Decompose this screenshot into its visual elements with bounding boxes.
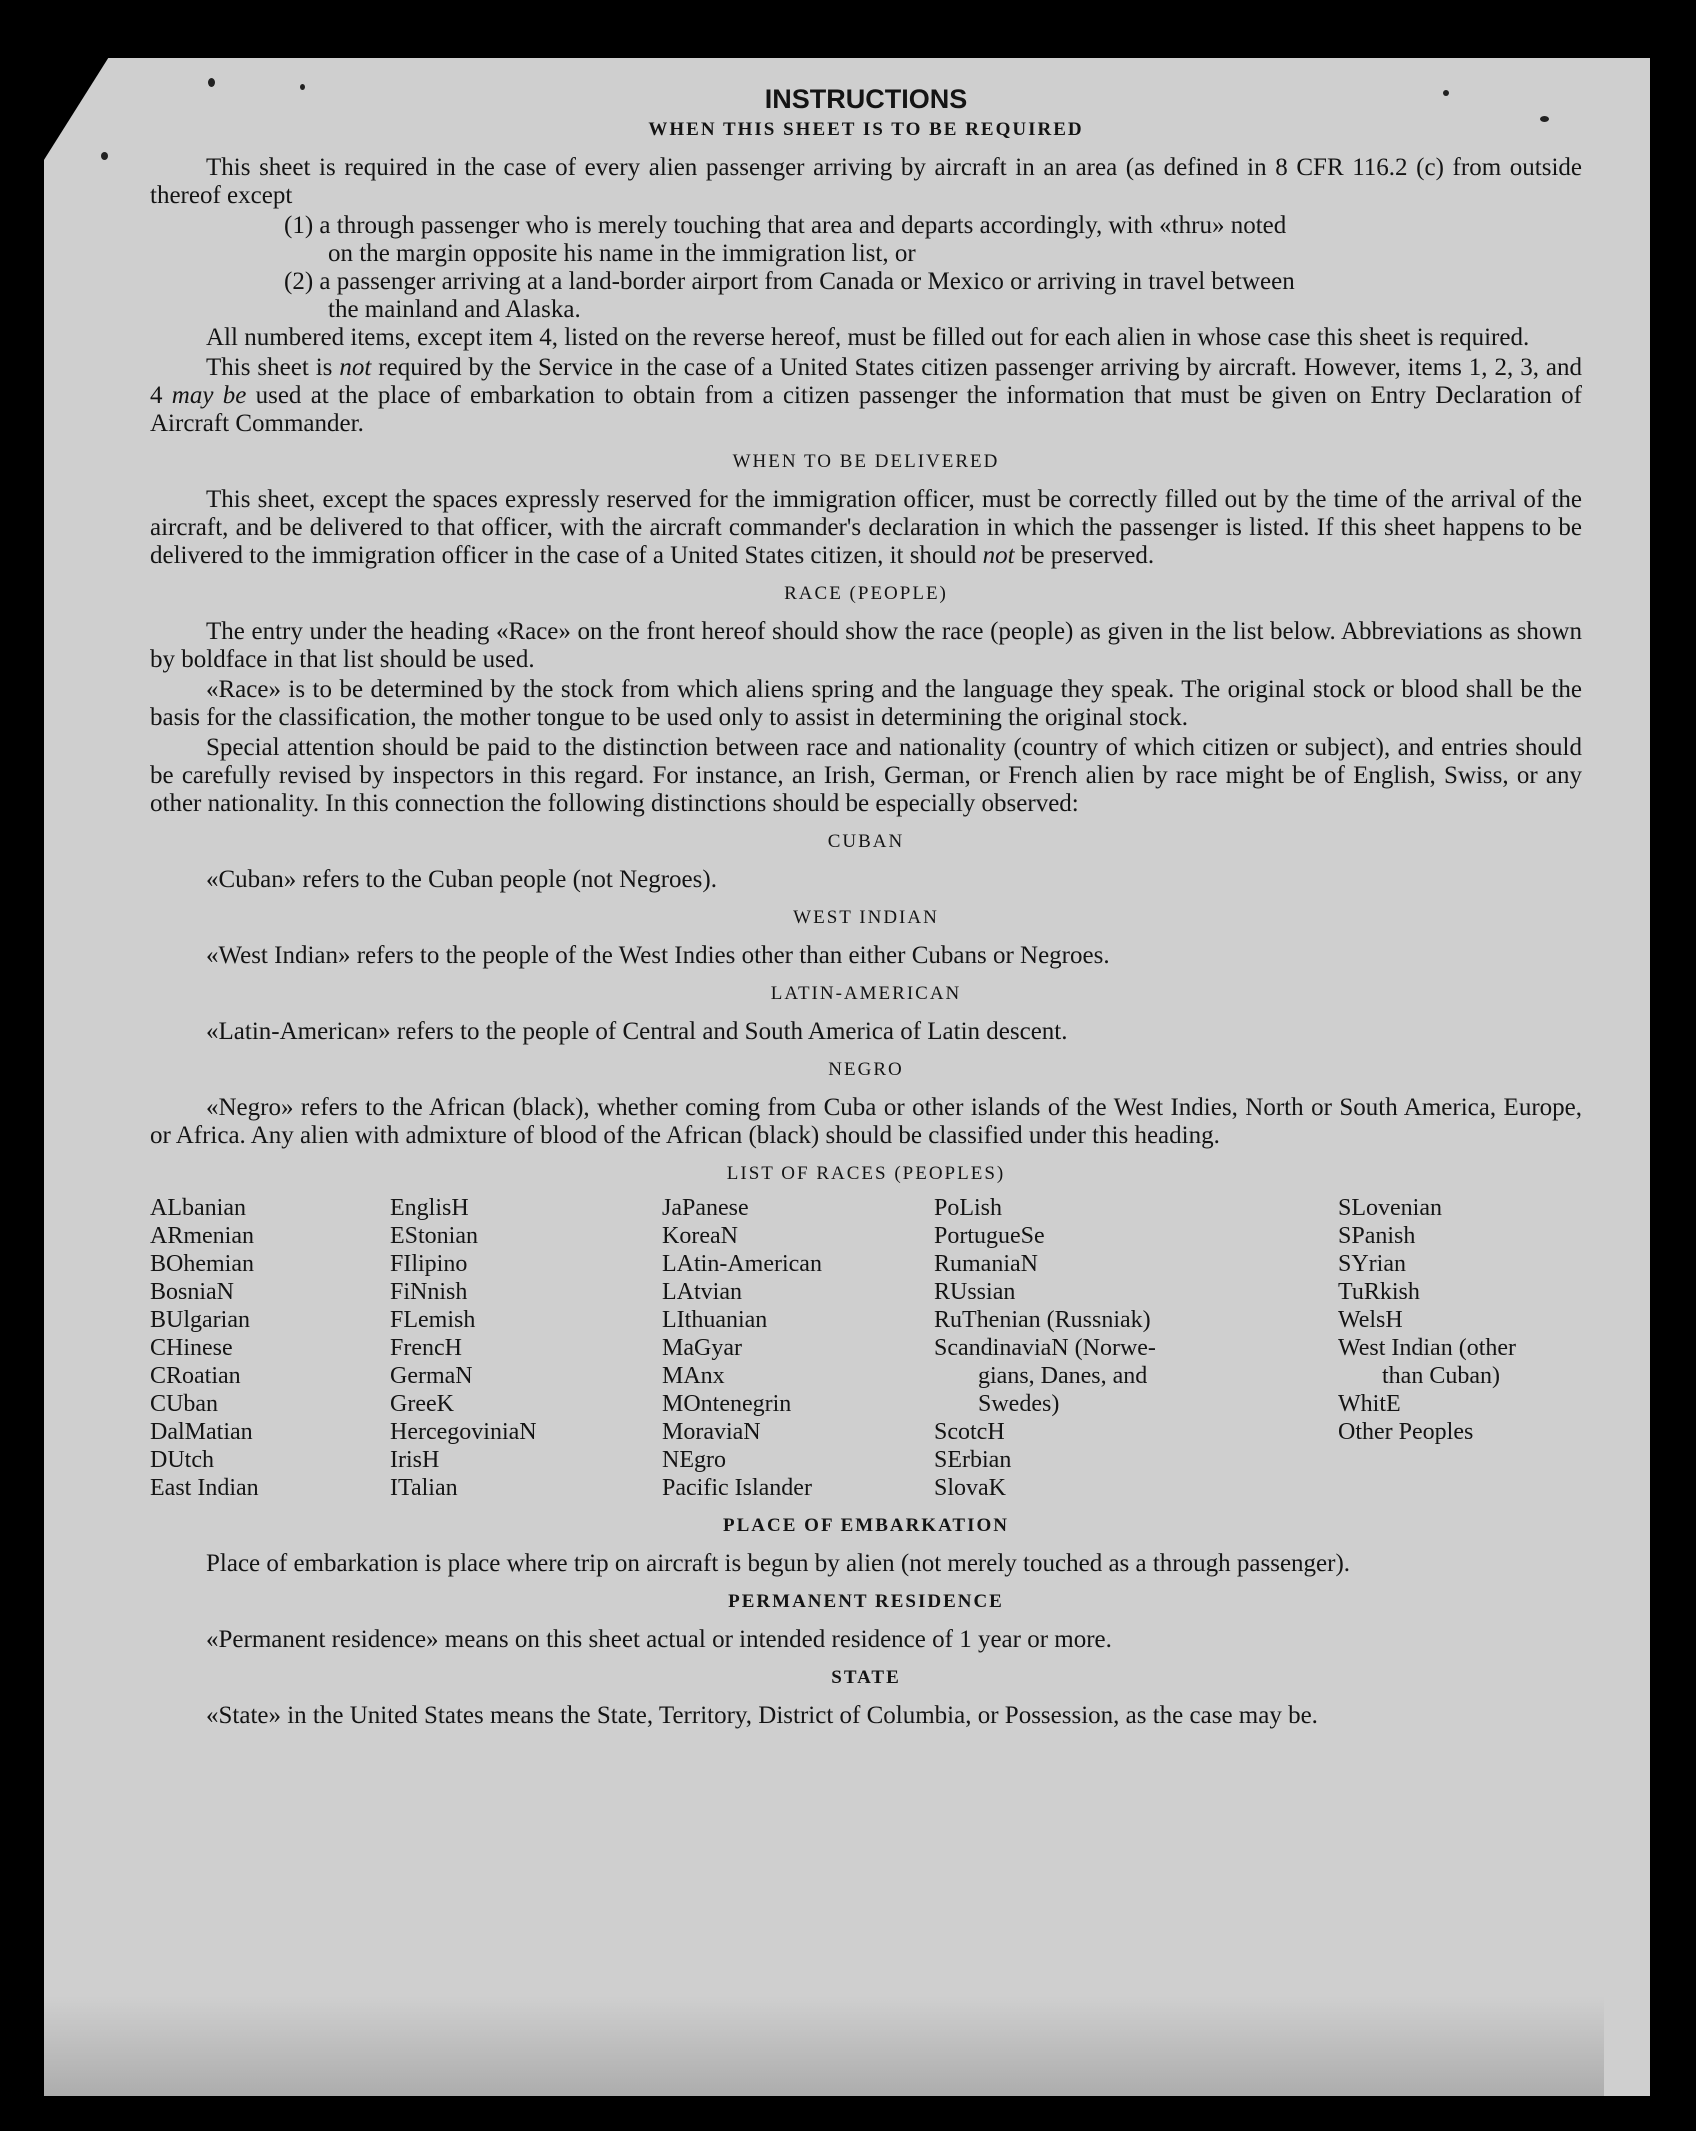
section-heading-cuban: CUBAN — [827, 831, 905, 852]
instructions-content — [150, 82, 1582, 1732]
races-column-1 — [150, 1194, 390, 1502]
race-item: SPanish — [1338, 1223, 1416, 1249]
race-item: KoreaN — [662, 1223, 738, 1249]
section-heading-negro: NEGRO — [828, 1059, 904, 1080]
race-item: FIlipino — [390, 1251, 468, 1277]
race-item: BOhemian — [150, 1251, 254, 1277]
section-heading-latin-american: LATIN-AMERICAN — [770, 983, 962, 1004]
race-item: BosniaN — [150, 1279, 234, 1305]
race-item: MOntenegrin — [662, 1391, 792, 1417]
race-item: MaGyar — [662, 1335, 742, 1361]
race-item: LIthuanian — [662, 1307, 768, 1333]
race-item: NEgro — [662, 1447, 726, 1473]
section-heading-residence: PERMANENT RESIDENCE — [728, 1591, 1004, 1612]
required-paragraph-1: This sheet is required in the case of every alien passenger arriving by aircraft in an area (as defined in 8 CFR 116.2 (c) from outside thereof except — [150, 154, 1582, 209]
race-item: SLovenian — [1338, 1195, 1442, 1221]
races-column-4 — [934, 1194, 1338, 1502]
race-item: PortugueSe — [934, 1223, 1045, 1249]
race-item: Other Peoples — [1338, 1419, 1474, 1445]
race-paragraph-2: «Race» is to be determined by the stock from which aliens spring and the language they speak. The original stock or blood shall be the basis for the classification, the mother tongue to be used only to assist in determining the original stock. — [150, 676, 1582, 731]
races-column-2 — [390, 1194, 662, 1502]
race-item: LAtvian — [662, 1279, 742, 1305]
section-heading-races-list: LIST OF RACES (PEOPLES) — [726, 1163, 1006, 1184]
race-item: ALbanian — [150, 1195, 246, 1221]
race-item: PoLish — [934, 1195, 1003, 1221]
negro-text: «Negro» refers to the African (black), whether coming from Cuba or other islands of the West Indies, North or South America, Europe, or Africa. Any alien with admixture of blood of the African (black) should be classified under this heading. — [150, 1094, 1582, 1149]
race-item: Swedes) — [978, 1391, 1060, 1417]
race-item: CHinese — [150, 1335, 233, 1361]
race-item: BUlgarian — [150, 1307, 250, 1333]
ink-spot — [101, 152, 108, 160]
race-item: JaPanese — [662, 1195, 749, 1221]
race-item: FrencH — [390, 1335, 462, 1361]
page-smudge — [44, 1996, 1604, 2096]
residence-text: «Permanent residence» means on this sheet actual or intended residence of 1 year or more. — [206, 1626, 1112, 1653]
race-item: RumaniaN — [934, 1251, 1038, 1277]
section-heading-embarkation: PLACE OF EMBARKATION — [723, 1515, 1009, 1536]
race-item: WelsH — [1338, 1307, 1403, 1333]
race-item: TuRkish — [1338, 1279, 1420, 1305]
race-item: Pacific Islander — [662, 1475, 812, 1501]
page-title: INSTRUCTIONS — [764, 84, 968, 114]
race-item: IrisH — [390, 1447, 440, 1473]
races-list — [150, 1194, 1582, 1502]
west-indian-text: «West Indian» refers to the people of the West Indies other than either Cubans or Negroes. — [206, 942, 1110, 969]
race-item: GreeK — [390, 1391, 454, 1417]
race-item: gians, Danes, and — [978, 1363, 1148, 1389]
race-paragraph-3: Special attention should be paid to the distinction between race and nationality (country of which citizen or subject), and entries should be carefully revised by inspectors in this regard. For instance, an Irish, German, or French alien by race might be of English, Swiss, or any other nationality. In this connection the following distinctions should be especially observed: — [150, 734, 1582, 817]
race-item: WhitE — [1338, 1391, 1401, 1417]
race-item: MAnx — [662, 1363, 725, 1389]
section-heading-required: WHEN THIS SHEET IS TO BE REQUIRED — [648, 119, 1084, 140]
race-item: CRoatian — [150, 1363, 241, 1389]
required-paragraph-2: All numbered items, except item 4, listed on the reverse hereof, must be filled out for each alien in whose case this sheet is required. — [206, 324, 1530, 351]
race-item: DalMatian — [150, 1419, 253, 1445]
race-item: FLemish — [390, 1307, 476, 1333]
race-item: GermaN — [390, 1363, 473, 1389]
race-item: West Indian (other — [1338, 1335, 1517, 1361]
section-heading-delivered: WHEN TO BE DELIVERED — [732, 451, 1000, 472]
embarkation-text: Place of embarkation is place where trip on aircraft is begun by alien (not merely touched as a through passenger). — [206, 1550, 1351, 1577]
latin-american-text: «Latin-American» refers to the people of Central and South America of Latin descent. — [206, 1018, 1068, 1045]
section-heading-west-indian: WEST INDIAN — [793, 907, 939, 928]
race-item: SlovaK — [934, 1475, 1006, 1501]
state-text: «State» in the United States means the State, Territory, District of Columbia, or Possession, as the case may be. — [206, 1702, 1318, 1729]
race-item: East Indian — [150, 1475, 259, 1501]
race-item: ARmenian — [150, 1223, 254, 1249]
race-item: CUban — [150, 1391, 218, 1417]
race-item: than Cuban) — [1382, 1363, 1500, 1389]
race-item: ScotcH — [934, 1419, 1005, 1445]
race-paragraph-1: The entry under the heading «Race» on the front hereof should show the race (people) as given in the list below. Abbreviations as shown by boldface in that list should be used. — [150, 618, 1582, 673]
race-item: SErbian — [934, 1447, 1012, 1473]
race-item: FiNnish — [390, 1279, 468, 1305]
race-item: HercegoviniaN — [390, 1419, 537, 1445]
section-heading-race: RACE (PEOPLE) — [784, 583, 948, 604]
race-item: EStonian — [390, 1223, 478, 1249]
cuban-text: «Cuban» refers to the Cuban people (not Negroes). — [206, 866, 717, 893]
exception-item-2: (2) a passenger arriving at a land-border airport from Canada or Mexico or arriving in travel between the mainland and Alaska. — [284, 268, 1295, 323]
race-item: SYrian — [1338, 1251, 1406, 1277]
race-item: LAtin-American — [662, 1251, 822, 1277]
race-item: ScandinaviaN (Norwe- — [934, 1335, 1156, 1361]
races-column-3 — [662, 1194, 934, 1502]
race-item: ITalian — [390, 1475, 458, 1501]
race-item: DUtch — [150, 1447, 214, 1473]
exception-item-1: (1) a through passenger who is merely touching that area and departs accordingly, with «thru» noted on the margin opposite his name in the immigration list, or — [284, 212, 1287, 267]
race-item: RuThenian (Russniak) — [934, 1307, 1151, 1333]
required-paragraph-3: This sheet is not required by the Service in the case of a United States citizen passenger arriving by aircraft. However, items 1, 2, 3, and 4 may be used at the place of embarkation to obtain from a citizen passenger the information that must be given on Entry Declaration of Aircraft Commander. — [150, 354, 1583, 437]
race-item: EnglisH — [390, 1195, 469, 1221]
delivered-paragraph: This sheet, except the spaces expressly reserved for the immigration officer, must be correctly filled out by the time of the arrival of the aircraft, and be delivered to that officer, with the aircraft commander's declaration in which the passenger is listed. If this sheet happens to be delivered to the immigration officer in the case of a United States citizen, it should not be preserved. — [150, 486, 1582, 569]
race-item: RUssian — [934, 1279, 1016, 1305]
section-heading-state: STATE — [831, 1667, 901, 1688]
race-item: MoraviaN — [662, 1419, 761, 1445]
races-column-5 — [1338, 1194, 1582, 1502]
